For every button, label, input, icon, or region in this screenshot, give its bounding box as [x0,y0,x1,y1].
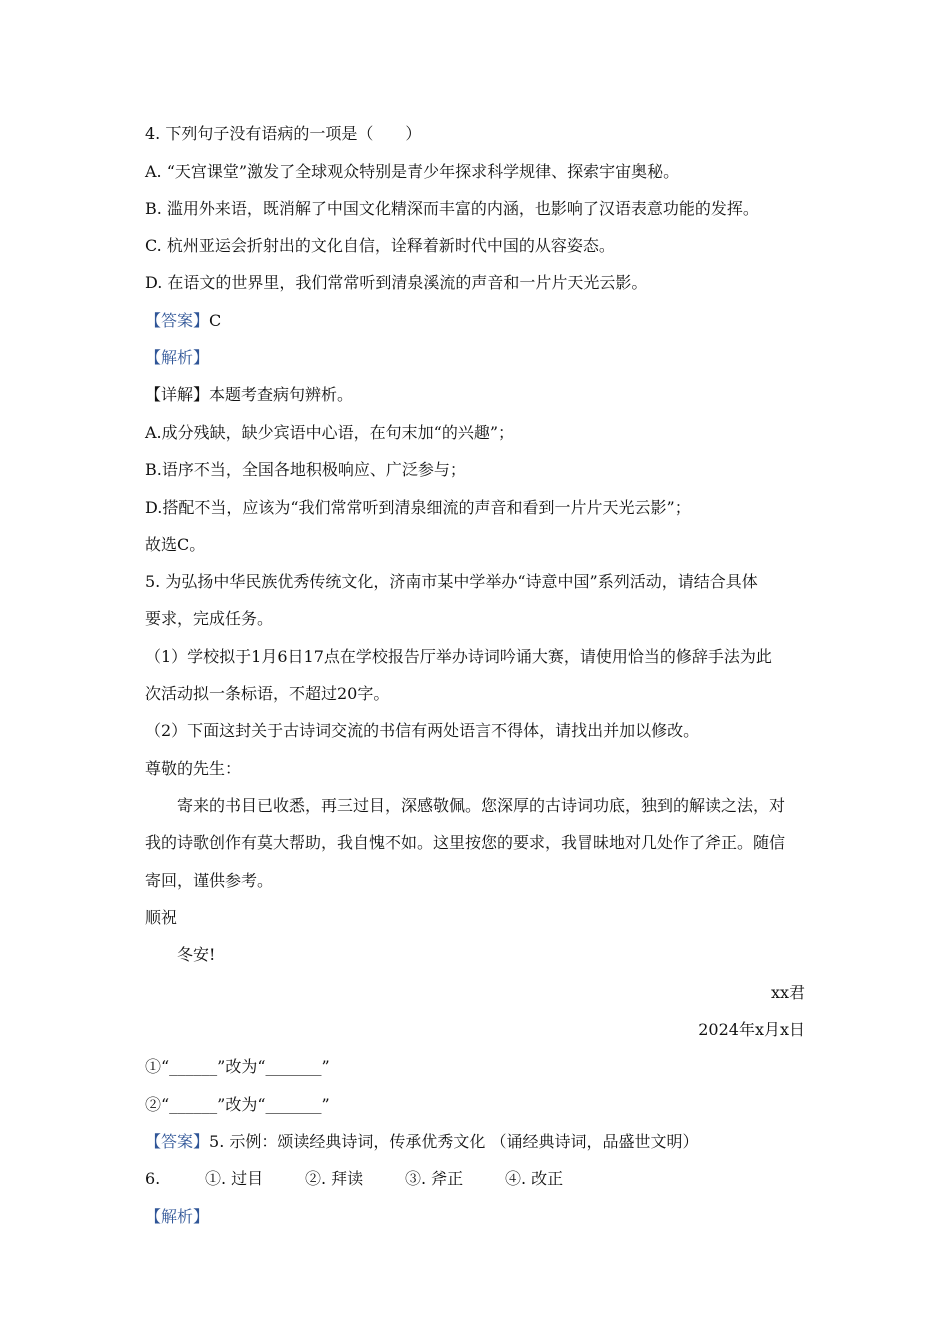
note-b: B.语序不当，全国各地积极响应、广泛参与； [145,460,466,479]
letter-body-line3: 寄回，谨供参考。 [145,871,274,890]
letter-body-line2: 我的诗歌创作有莫大帮助，我自愧不如。这里按您的要求，我冒昧地对几处作了斧正。随信 [145,833,786,852]
question-5-stem-line1: 5. 为弘扬中华民族优秀传统文化，济南市某中学举办“诗意中国”系列活动，请结合具体 [145,572,758,591]
answer-tag: 【答案】 [145,311,210,330]
analysis-tag: 【解析】 [145,348,210,367]
detail-row [145,384,353,406]
option-c: C. 杭州亚运会折射出的文化自信，诠释着新时代中国的从容姿态。 [145,236,615,255]
sub-question-1-line2: 次活动拟一条标语，不超过20字。 [145,684,390,703]
answer-value: C [209,311,222,330]
sub-question-1-line1: （1）学校拟于1月6日17点在学校报告厅举办诗词吟诵大赛，请使用恰当的修辞手法为此 [145,647,772,666]
q6-item-2: ②. 拜读 [305,1169,364,1188]
question-5-stem-line2: 要求，完成任务。 [145,609,274,628]
note-a: A.成分残缺，缺少宾语中心语，在句末加“的兴趣”； [145,423,515,442]
letter-date: 2024年x月x日 [698,1020,805,1039]
letter-closing-1: 顺祝 [145,908,178,927]
detail-tag: 【详解】 [145,385,210,404]
letter-closing-2: 冬安! [177,945,216,964]
note-choice: 故选C。 [145,535,206,554]
q6-label: 6. [145,1169,161,1188]
answer-tag: 【答案】 [145,1132,210,1151]
fill-blank-2: ②“______”改为“_______” [145,1095,330,1114]
analysis-tag: 【解析】 [145,1207,210,1226]
sub-question-2: （2）下面这封关于古诗词交流的书信有两处语言不得体，请找出并加以修改。 [145,721,700,740]
option-a: A. “天宫课堂”激发了全球观众特别是青少年探求科学规律、探索宇宙奥秘。 [145,162,680,181]
q6-item-1: ①. 过目 [205,1169,264,1188]
option-b: B. 滥用外来语，既消解了中国文化精深而丰富的内涵，也影响了汉语表意功能的发挥。 [145,199,759,218]
answer-row-q5 [145,1131,698,1153]
q6-item-3: ③. 斧正 [405,1169,464,1188]
question-4-stem: 4. 下列句子没有语病的一项是（ ） [145,124,422,143]
q6-item-4: ④. 改正 [505,1169,564,1188]
letter-signature: xx君 [770,983,805,1002]
fill-blank-1: ①“______”改为“_______” [145,1057,330,1076]
letter-salutation: 尊敬的先生： [145,759,242,778]
answer-row-q6 [145,1168,563,1190]
note-d: D.搭配不当，应该为“我们常常听到清泉细流的声音和看到一片片天光云影”； [145,498,691,517]
answer-row-q4 [145,310,221,332]
letter-body-line1: 寄来的书目已收悉，再三过目，深感敬佩。您深厚的古诗词功底，独到的解读之法，对 [177,796,786,815]
detail-text: 本题考查病句辨析。 [209,385,354,404]
answer-text: 5. 示例：颂读经典诗词，传承优秀文化 （诵经典诗词，品盛世文明） [209,1132,699,1151]
option-d: D. 在语文的世界里，我们常常听到清泉溪流的声音和一片片天光云影。 [145,273,648,292]
